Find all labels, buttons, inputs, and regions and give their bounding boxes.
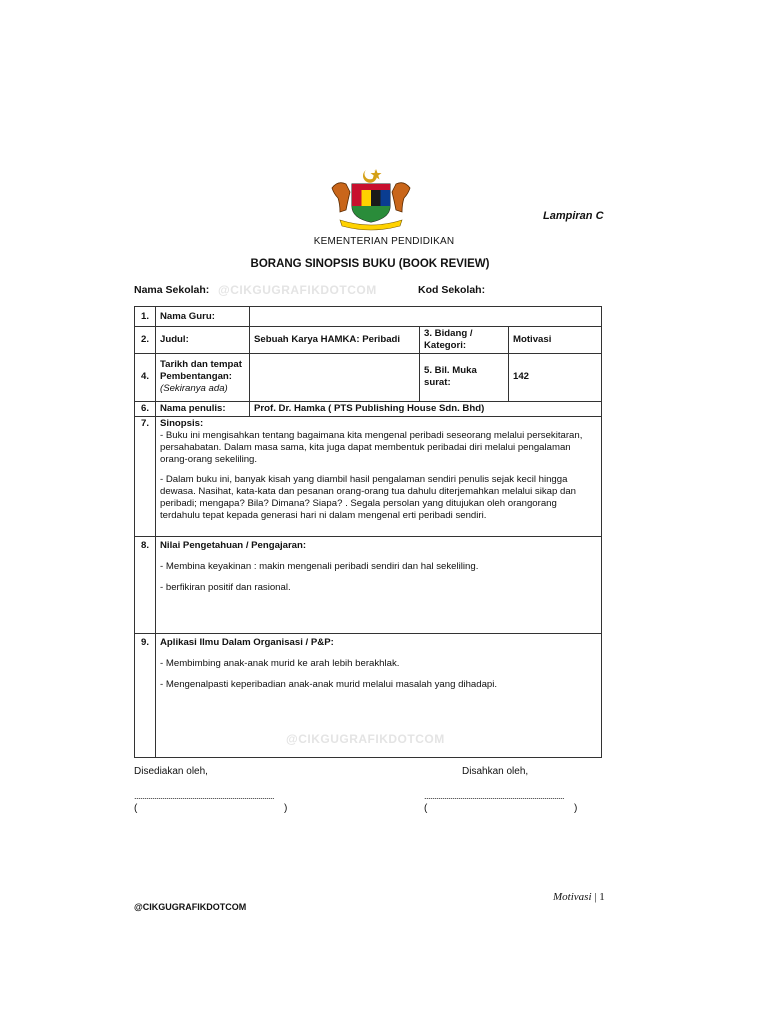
title-value: Sebuah Karya HAMKA: Peribadi	[250, 327, 420, 354]
watermark-text: @CIKGUGRAFIKDOTCOM	[286, 732, 445, 746]
presentation-label-cell	[156, 353, 250, 401]
school-name-label: Nama Sekolah:	[134, 284, 210, 296]
row-number: 2.	[135, 327, 156, 354]
school-code-label: Kod Sekolah:	[418, 284, 486, 296]
table-row	[135, 327, 602, 354]
ministry-name: KEMENTERIAN PENDIDIKAN	[313, 236, 455, 247]
table-row	[135, 416, 602, 536]
prepared-signature-line: ......................................................................	[134, 791, 275, 801]
approved-name-close: )	[574, 803, 578, 814]
row-number: 9.	[135, 633, 156, 757]
teacher-name-field[interactable]	[250, 307, 602, 327]
presentation-field[interactable]	[250, 353, 420, 401]
page-footer	[553, 891, 605, 903]
row-number: 8.	[135, 536, 156, 633]
table-row	[135, 536, 602, 633]
footer-handle: @CIKGUGRAFIKDOTCOM	[134, 902, 247, 912]
category-value: Motivasi	[509, 327, 602, 354]
synopsis-label: Sinopsis:	[160, 417, 204, 429]
lessons-item: - berfikiran positif dan rasional.	[160, 581, 291, 593]
author-value: Prof. Dr. Hamka ( PTS Publishing House Sdn. Bhd)	[250, 401, 602, 416]
author-label: Nama penulis:	[156, 401, 250, 416]
title-label: Judul:	[156, 327, 250, 354]
row-number: 4.	[135, 353, 156, 401]
footer-section: Motivasi	[553, 891, 592, 903]
synopsis-paragraph: - Dalam buku ini, banyak kisah yang diambil hasil pengalaman sendiri penulis sejak kecil hingga dewasa. Nasihat, kata-kata dan pesanan orang-orang tua dahulu diterjemahkan melalui sikap dan peribadi; mengapa? Bila? Dimana? Siapa? . Segala persolan yang ditujukan oleh orangorang terdahulu tepat kepada generasi hari ni dalam mengenal erti peribadi sendiri.	[160, 473, 576, 521]
table-row	[135, 353, 602, 401]
presentation-label: Tarikh dan tempat Pembentangan:	[160, 359, 242, 383]
page-number: 1	[599, 891, 605, 903]
category-label: 3. Bidang / Kategori:	[420, 327, 509, 354]
page-count-label: 5. Bil. Muka surat:	[420, 353, 509, 401]
page-count-value: 142	[509, 353, 602, 401]
table-row	[135, 307, 602, 327]
application-item: - Membimbing anak-anak murid ke arah lebih berakhlak.	[160, 657, 400, 669]
lessons-item: - Membina keyakinan : makin mengenali peribadi sendiri dan hal sekeliling.	[160, 560, 479, 572]
application-label: Aplikasi Ilmu Dalam Organisasi / P&P:	[160, 636, 334, 648]
prepared-by-label: Disediakan oleh,	[134, 766, 208, 777]
presentation-note: (Sekiranya ada)	[160, 383, 228, 395]
lessons-label: Nilai Pengetahuan / Pengajaran:	[160, 539, 307, 551]
lessons-cell	[156, 536, 602, 633]
prepared-name-open: (	[134, 803, 138, 814]
row-number: 7.	[135, 416, 156, 536]
table-row	[135, 401, 602, 416]
watermark-text: @CIKGUGRAFIKDOTCOM	[218, 283, 377, 297]
synopsis-cell	[156, 416, 602, 536]
approved-name-open: (	[424, 803, 428, 814]
teacher-name-label: Nama Guru:	[156, 307, 250, 327]
coat-of-arms-icon	[326, 166, 416, 232]
synopsis-form-table	[134, 306, 602, 758]
form-title: BORANG SINOPSIS BUKU (BOOK REVIEW)	[250, 258, 490, 270]
row-number: 6.	[135, 401, 156, 416]
synopsis-paragraph: - Buku ini mengisahkan tentang bagaimana kita mengenal peribadi seseorang melalui persekitaran, persahabatan. Dalam masa sama, kita juga dapat membentuk peribadai diri melalui pengalaman orang-orang sekeliling.	[160, 429, 583, 465]
prepared-name-close: )	[284, 803, 288, 814]
row-number: 1.	[135, 307, 156, 327]
approved-signature-line: ......................................................................	[424, 791, 565, 801]
application-item: - Mengenalpasti keperibadian anak-anak murid melalui masalah yang dihadapi.	[160, 678, 498, 690]
approved-by-label: Disahkan oleh,	[462, 766, 529, 777]
attachment-label: Lampiran C	[543, 210, 604, 222]
footer-separator: |	[591, 891, 600, 903]
